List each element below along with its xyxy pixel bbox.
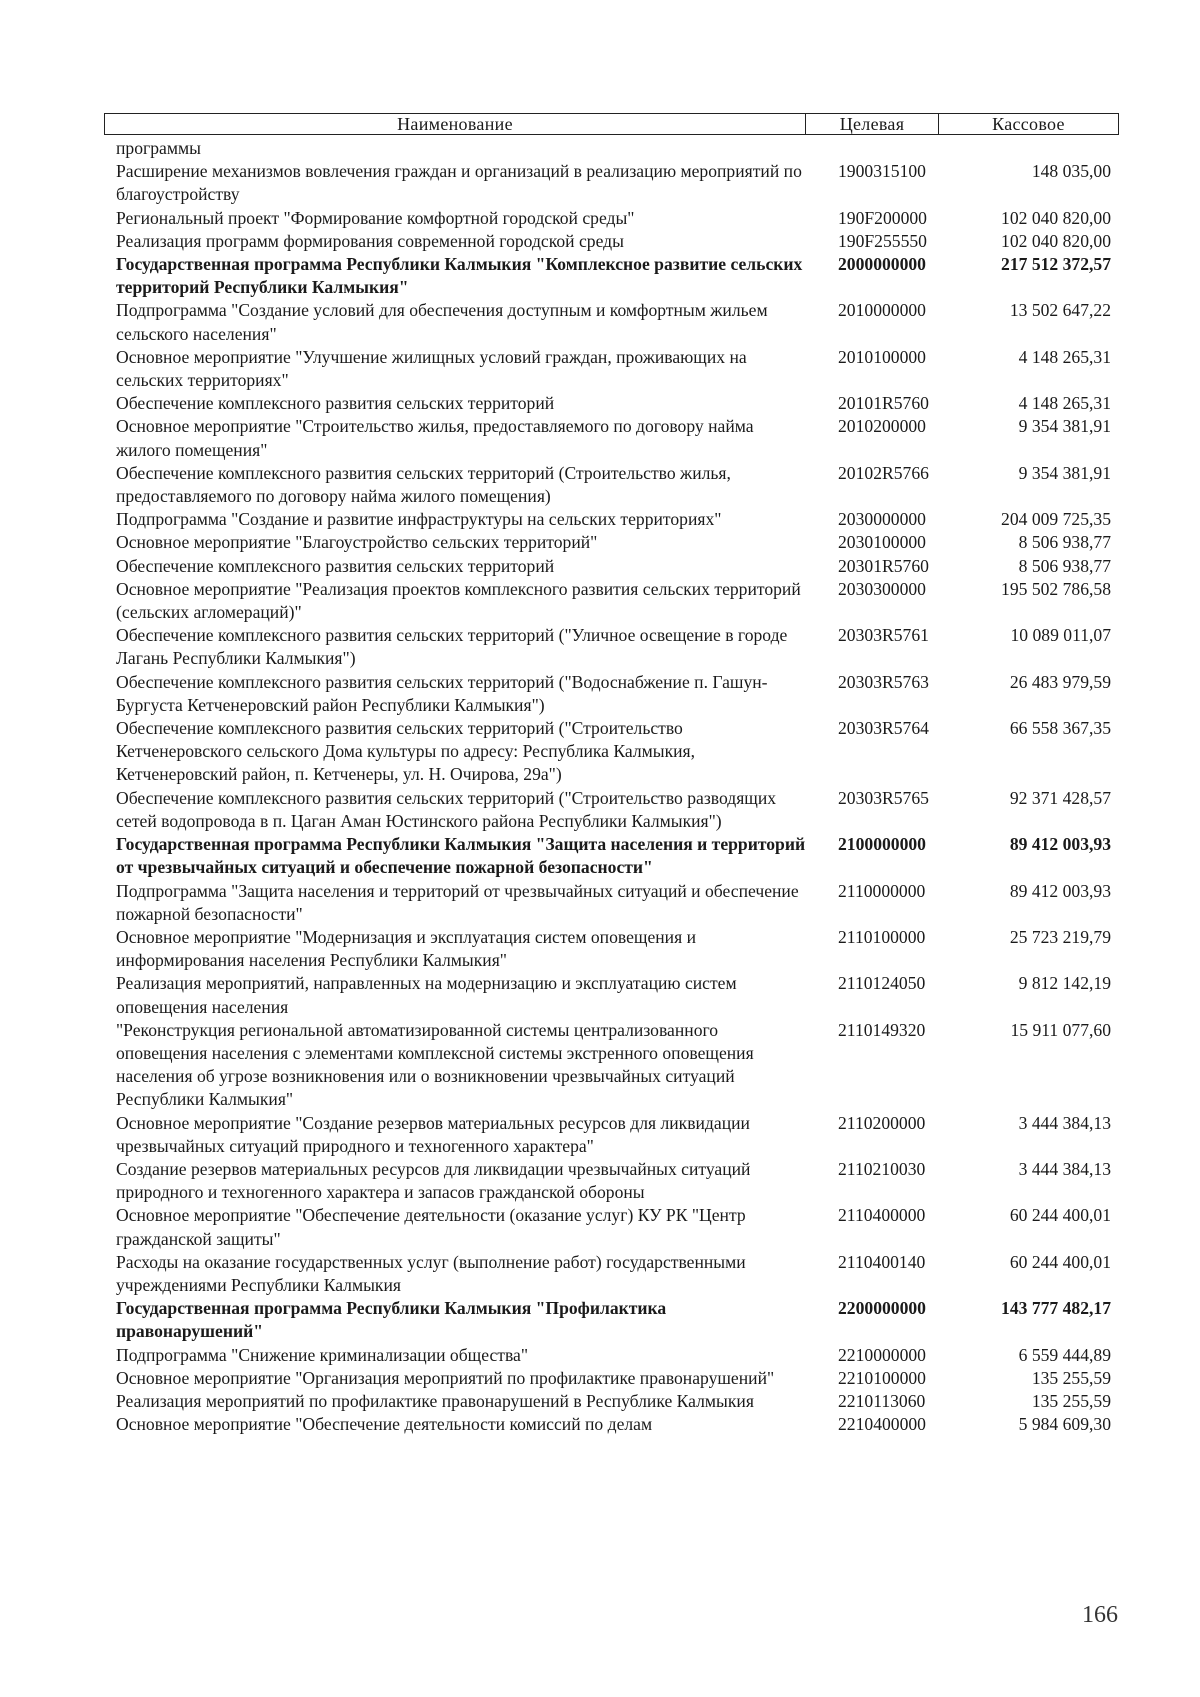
row-amount: 4 148 265,31 (1018, 346, 1111, 367)
row-code: 2110124050 (838, 973, 926, 994)
row-code: 2210000000 (838, 1344, 926, 1365)
table-row (116, 1251, 1119, 1297)
row-name: Реализация программ формирования современной городской среды (116, 230, 624, 251)
row-code: 2000000000 (838, 254, 926, 275)
row-code: 2110200000 (838, 1112, 926, 1133)
row-code: 2010200000 (838, 416, 926, 437)
row-amount: 10 089 011,07 (1010, 625, 1111, 646)
row-code: 2030000000 (838, 509, 926, 530)
row-name: Основное мероприятие "Обеспечение деятельности (оказание услуг) КУ РК "Центр гражданской защиты" (116, 1205, 746, 1249)
row-amount: 9 812 142,19 (1018, 973, 1111, 994)
table-row (116, 717, 1119, 787)
table-row (116, 833, 1119, 879)
table-row (116, 230, 1119, 253)
row-name: Государственная программа Республики Калмыкия "Защита населения и территорий от чрезвычайных ситуаций и обеспечение пожарной безопасности" (116, 834, 806, 878)
row-name: Основное мероприятие "Организация мероприятий по профилактике правонарушений" (116, 1367, 775, 1388)
row-name: Государственная программа Республики Калмыкия "Комплексное развитие сельских территорий Республики Калмыкия" (116, 254, 803, 298)
row-code: 20101R5760 (838, 393, 929, 414)
row-amount: 92 371 428,57 (1009, 787, 1111, 808)
table-row (116, 1390, 1119, 1413)
row-amount: 102 040 820,00 (1001, 230, 1111, 251)
row-amount: 60 244 400,01 (1009, 1251, 1111, 1272)
row-name: Обеспечение комплексного развития сельских территорий (Строительство жилья, предоставляемого по договору найма жилого помещения) (116, 462, 731, 507)
row-amount: 3 444 384,13 (1018, 1112, 1111, 1133)
row-amount: 148 035,00 (1031, 161, 1111, 182)
row-code: 2110400140 (838, 1251, 926, 1272)
row-amount: 195 502 786,58 (1001, 578, 1111, 599)
table-row (116, 671, 1119, 717)
table-row (116, 346, 1119, 392)
row-code: 1900315100 (838, 161, 926, 182)
row-amount: 26 483 979,59 (1009, 671, 1111, 692)
row-amount: 143 777 482,17 (1001, 1298, 1111, 1319)
row-code: 2210113060 (838, 1390, 926, 1411)
table-row (116, 1413, 1119, 1436)
row-amount: 135 255,59 (1031, 1367, 1111, 1388)
table-row (116, 508, 1119, 531)
row-code: 190F200000 (838, 207, 927, 228)
row-code: 2030100000 (838, 532, 926, 553)
row-amount: 89 412 003,93 (1009, 834, 1111, 855)
header-code: Целевая (805, 114, 938, 134)
row-code: 2110100000 (838, 926, 926, 947)
table-row (116, 415, 1119, 461)
table-row (116, 160, 1119, 206)
row-name: Подпрограмма "Создание условий для обеспечения доступным и комфортным жильем сельского населения" (116, 300, 768, 344)
row-amount: 66 558 367,35 (1009, 718, 1111, 739)
row-amount: 13 502 647,22 (1009, 300, 1111, 321)
row-code: 20303R5763 (838, 671, 929, 692)
row-name: Обеспечение комплексного развития сельских территорий ("Строительство Кетченеровского сельского Дома культуры по адресу: Республика Калмыкия, Кетченеровский район, п. Кетченеры, ул. Н. Очирова, 29а") (116, 718, 696, 785)
row-name: Обеспечение комплексного развития сельских территорий (116, 555, 555, 576)
row-name: "Реконструкция региональной автоматизированной системы централизованного оповещения населения с элементами комплексной системы экстренного оповещения населения об угрозе возникновения или о возникновении чрезвычайных ситуаций Республики Калмыкия" (116, 1019, 754, 1110)
row-amount: 102 040 820,00 (1001, 207, 1111, 228)
row-code: 2110149320 (838, 1019, 926, 1040)
row-name: Подпрограмма "Защита населения и территорий от чрезвычайных ситуаций и обеспечение пожарной безопасности" (116, 880, 799, 924)
row-amount: 89 412 003,93 (1009, 880, 1111, 901)
row-code: 2210400000 (838, 1414, 926, 1435)
row-name: Основное мероприятие "Обеспечение деятельности комиссий по делам (116, 1414, 653, 1435)
table-row (116, 624, 1119, 670)
row-name: Обеспечение комплексного развития сельских территорий ("Уличное освещение в городе Лагань Республики Калмыкия") (116, 625, 788, 669)
row-name: Подпрограмма "Снижение криминализации общества" (116, 1344, 529, 1365)
table-row (116, 578, 1119, 624)
table-header (104, 113, 1119, 135)
table-row (116, 531, 1119, 554)
table-body (116, 137, 1119, 1436)
row-name: Реализация мероприятий по профилактике правонарушений в Республике Калмыкия (116, 1390, 754, 1411)
row-name: Обеспечение комплексного развития сельских территорий ("Водоснабжение п. Гашун-Бургуста Кетченеровский район Республики Калмыкия") (116, 671, 768, 715)
row-name: Основное мероприятие "Строительство жилья, предоставляемого по договору найма жилого помещения" (116, 416, 754, 460)
row-name: Обеспечение комплексного развития сельских территорий (116, 393, 555, 414)
row-amount: 135 255,59 (1031, 1390, 1111, 1411)
table-row (116, 926, 1119, 972)
table-row (116, 299, 1119, 345)
row-code: 20303R5765 (838, 787, 929, 808)
table-row (116, 253, 1119, 299)
row-name: Основное мероприятие "Реализация проектов комплексного развития сельских территорий (сельских агломераций)" (116, 578, 801, 623)
row-amount: 9 354 381,91 (1018, 416, 1111, 437)
table-row (116, 1158, 1119, 1204)
row-amount: 15 911 077,60 (1010, 1019, 1111, 1040)
row-name: Основное мероприятие "Создание резервов материальных ресурсов для ликвидации чрезвычайных ситуаций природного и техногенного характера" (116, 1112, 750, 1156)
row-code: 2110210030 (838, 1158, 926, 1179)
row-amount: 9 354 381,91 (1018, 462, 1111, 483)
row-code: 2030300000 (838, 578, 926, 599)
row-code: 2110400000 (838, 1205, 926, 1226)
row-amount: 5 984 609,30 (1018, 1414, 1111, 1435)
row-code: 2110000000 (838, 880, 926, 901)
table-row (116, 972, 1119, 1018)
row-name: Расходы на оказание государственных услуг (выполнение работ) государственными учреждениями Республики Калмыкия (116, 1251, 746, 1295)
table-row (116, 555, 1119, 578)
row-name: Региональный проект "Формирование комфортной городской среды" (116, 207, 635, 228)
header-name: Наименование (397, 114, 513, 134)
row-name: программы (116, 138, 201, 158)
row-amount: 204 009 725,35 (1001, 509, 1111, 530)
row-code: 20102R5766 (838, 462, 929, 483)
table-row (116, 1112, 1119, 1158)
row-code: 2010100000 (838, 346, 926, 367)
row-code: 20301R5760 (838, 555, 929, 576)
row-name: Основное мероприятие "Модернизация и эксплуатация систем оповещения и информирования населения Республики Калмыкия" (116, 926, 696, 971)
row-name: Основное мероприятие "Улучшение жилищных условий граждан, проживающих на сельских территориях" (116, 346, 747, 391)
row-name: Основное мероприятие "Благоустройство сельских территорий" (116, 532, 598, 553)
table-row (116, 1344, 1119, 1367)
table-row (116, 137, 1119, 160)
table-row (116, 1019, 1119, 1112)
row-amount: 4 148 265,31 (1018, 393, 1111, 414)
row-name: Обеспечение комплексного развития сельских территорий ("Строительство разводящих сетей водопровода в п. Цаган Аман Юстинского района Республики Калмыкия") (116, 787, 777, 831)
row-amount: 3 444 384,13 (1018, 1158, 1111, 1179)
row-name: Государственная программа Республики Калмыкия "Профилактика правонарушений" (116, 1298, 667, 1342)
row-code: 2210100000 (838, 1367, 926, 1388)
header-amount: Кассовое (938, 114, 1118, 134)
row-name: Подпрограмма "Создание и развитие инфраструктуры на сельских территориях" (116, 509, 722, 530)
page-number: 166 (1082, 1602, 1118, 1628)
row-amount: 60 244 400,01 (1009, 1205, 1111, 1226)
row-code: 2100000000 (838, 834, 926, 855)
row-name: Расширение механизмов вовлечения граждан и организаций в реализацию мероприятий по благоустройству (116, 161, 802, 205)
table-row (116, 787, 1119, 833)
table-row (116, 1204, 1119, 1250)
table-row (116, 880, 1119, 926)
table-row (116, 1297, 1119, 1343)
row-amount: 6 559 444,89 (1018, 1344, 1111, 1365)
row-amount: 25 723 219,79 (1009, 926, 1111, 947)
table-row (116, 1367, 1119, 1390)
table-row (116, 207, 1119, 230)
row-amount: 8 506 938,77 (1018, 555, 1111, 576)
row-code: 190F255550 (838, 230, 927, 251)
row-code: 20303R5764 (838, 718, 929, 739)
table-row (116, 462, 1119, 508)
row-code: 2200000000 (838, 1298, 926, 1319)
row-code: 20303R5761 (838, 625, 929, 646)
table-row (116, 392, 1119, 415)
row-amount: 217 512 372,57 (1001, 254, 1111, 275)
row-amount: 8 506 938,77 (1018, 532, 1111, 553)
row-name: Реализация мероприятий, направленных на модернизацию и эксплуатацию систем оповещения населения (116, 973, 737, 1017)
row-name: Создание резервов материальных ресурсов для ликвидации чрезвычайных ситуаций природного и техногенного характера и запасов гражданской обороны (116, 1158, 751, 1203)
row-code: 2010000000 (838, 300, 926, 321)
